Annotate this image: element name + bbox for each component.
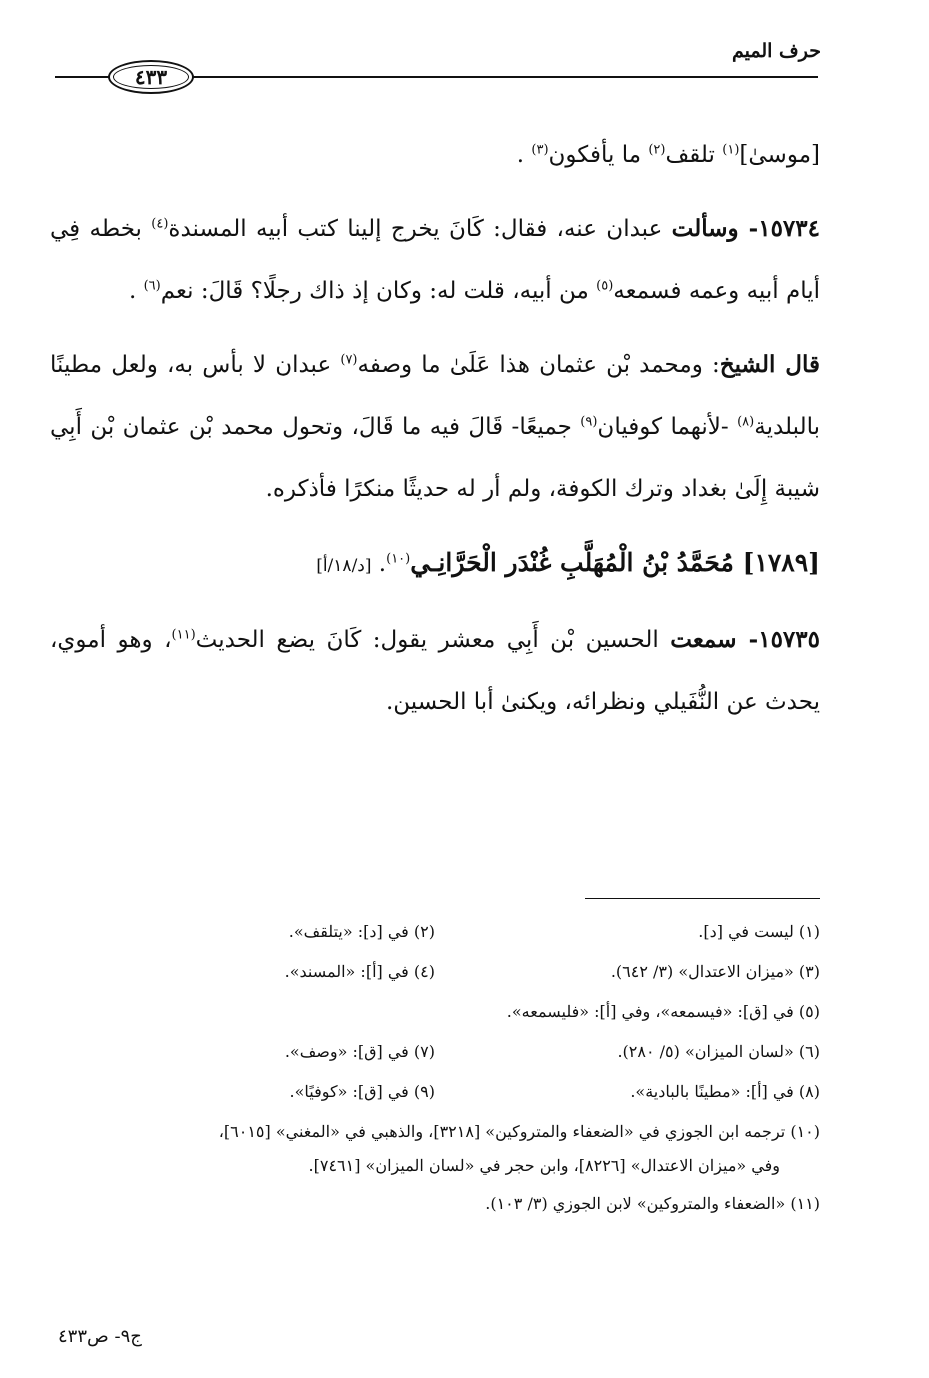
footnote-rule: [585, 898, 820, 899]
text: تلقف: [665, 142, 723, 168]
footnote-ref-7: (٧): [340, 352, 358, 368]
footnotes: [50, 912, 820, 1224]
text: بخطه فِي أيام أبيه وعمه فسمعه: [50, 216, 820, 304]
text: عبدان لا بأس به، ولعل مطينًا بالبلدية: [50, 352, 821, 440]
footnote-ref-3: (٣): [531, 142, 549, 158]
lead-word: وسألت: [671, 215, 739, 242]
entry-number: ١٥٧٣٤-: [738, 215, 820, 242]
footnote-5: (٥) في [ق]: «فيسمعه»، وفي [أ]: «فليسمعه».: [506, 1002, 820, 1021]
footnote-3: (٣) «ميزان الاعتدال» (٣/ ٦٤٢).: [610, 962, 820, 981]
entry-title: [١٧٨٩] مُحَمَّدُ بْنُ الْمُهَلَّبِ غُنْدَر الْحَرَّانِـي: [410, 548, 820, 577]
text: من أبيه، قلت له: وكان إذ ذاك رجلًا؟ قَالَ: نعم: [160, 278, 597, 304]
footnote-10-continued: وفي «ميزان الاعتدال» [٨٢٢٦]، وابن حجر في «لسان الميزان» [٧٤٦١].: [308, 1156, 780, 1175]
footnote-ref-6: (٦): [143, 278, 161, 294]
footnote-4: (٤) في [أ]: «المسند».: [284, 962, 435, 981]
footnote-ref-1: (١): [722, 142, 740, 158]
volume-page-signature: ج٩- ص٤٣٣: [58, 1326, 142, 1347]
footnote-8: (٨) في [أ]: «مطينًا بالبادية».: [630, 1082, 820, 1101]
paragraph-1: [50, 124, 820, 186]
text: .: [128, 278, 144, 304]
running-title: حرف الميم: [732, 40, 821, 62]
text: [موسىٰ]: [739, 142, 820, 168]
footnote-ref-8: (٨): [737, 414, 755, 430]
lead-word: قال الشيخ: [719, 351, 820, 378]
footnote-7: (٧) في [ق]: «وصف».: [284, 1042, 435, 1061]
entry-heading-1789: [50, 532, 820, 597]
footnote-row: [50, 1032, 820, 1072]
footnote-1: (١) ليست في [د].: [698, 922, 820, 941]
text: ما يأفكون: [548, 142, 649, 168]
manuscript-folio: [د/١٨/أ]: [316, 556, 372, 576]
footnote-ref-4: (٤): [151, 216, 169, 232]
footnote-row: [50, 912, 820, 952]
paragraph-15734: [50, 198, 820, 322]
footnote-6: (٦) «لسان الميزان» (٥/ ٢٨٠).: [617, 1042, 820, 1061]
footnote-ref-10: (١٠): [386, 551, 411, 567]
text: جميعًا- قَالَ فيه ما قَالَ، وتحول محمد بْن عثمان بْن أَبِي شيبة إِلَىٰ بغداد وترك الكوفة، ولم أر له حديثًا منكرًا فأذكره.: [50, 414, 820, 502]
page-number-badge: ٤٣٣: [108, 60, 194, 94]
entry-number: ١٥٧٣٥-: [736, 626, 820, 653]
footnote-11: (١١) «الضعفاء والمتروكين» لابن الجوزي (٣/ ١٠٣).: [485, 1194, 820, 1213]
footnote-row: [50, 1112, 820, 1152]
text: -لأنهما كوفيان: [597, 414, 738, 440]
footnote-row: [50, 1072, 820, 1112]
footnote-ref-11: (١١): [171, 627, 196, 643]
footnote-row: [50, 1152, 820, 1184]
footnote-row: [50, 952, 820, 992]
text: الحسين بْن أَبِي معشر يقول: كَانَ يضع الحديث: [195, 627, 671, 653]
main-text: [50, 124, 820, 745]
paragraph-15735: [50, 609, 820, 733]
paragraph-sheikh-comment: [50, 334, 820, 520]
footnote-2: (٢) في [د]: «يتلقف».: [288, 922, 435, 941]
footnote-10: (١٠) ترجمه ابن الجوزي في «الضعفاء والمتروكين» [٣٢١٨]، والذهبي في «المغني» [٦٠١٥]،: [218, 1122, 820, 1141]
text: .: [371, 551, 387, 577]
footnote-ref-2: (٢): [648, 142, 666, 158]
text: ، وهو أموي، يحدث عن النُّفَيلي ونظرائه، ويكنىٰ أبا الحسين.: [50, 627, 820, 715]
footnote-row: [50, 992, 820, 1032]
footnote-9: (٩) في [ق]: «كوفيًا».: [289, 1082, 435, 1101]
lead-word: سمعت: [670, 626, 737, 653]
text: .: [516, 142, 532, 168]
text: عبدان عنه، فقال: كَانَ يخرج إلينا كتب أبيه المسندة: [168, 216, 672, 242]
footnote-row: [50, 1184, 820, 1224]
text: : ومحمد بْن عثمان هذا عَلَىٰ ما وصفه: [357, 352, 720, 378]
footnote-ref-5: (٥): [596, 278, 614, 294]
footnote-ref-9: (٩): [580, 414, 598, 430]
